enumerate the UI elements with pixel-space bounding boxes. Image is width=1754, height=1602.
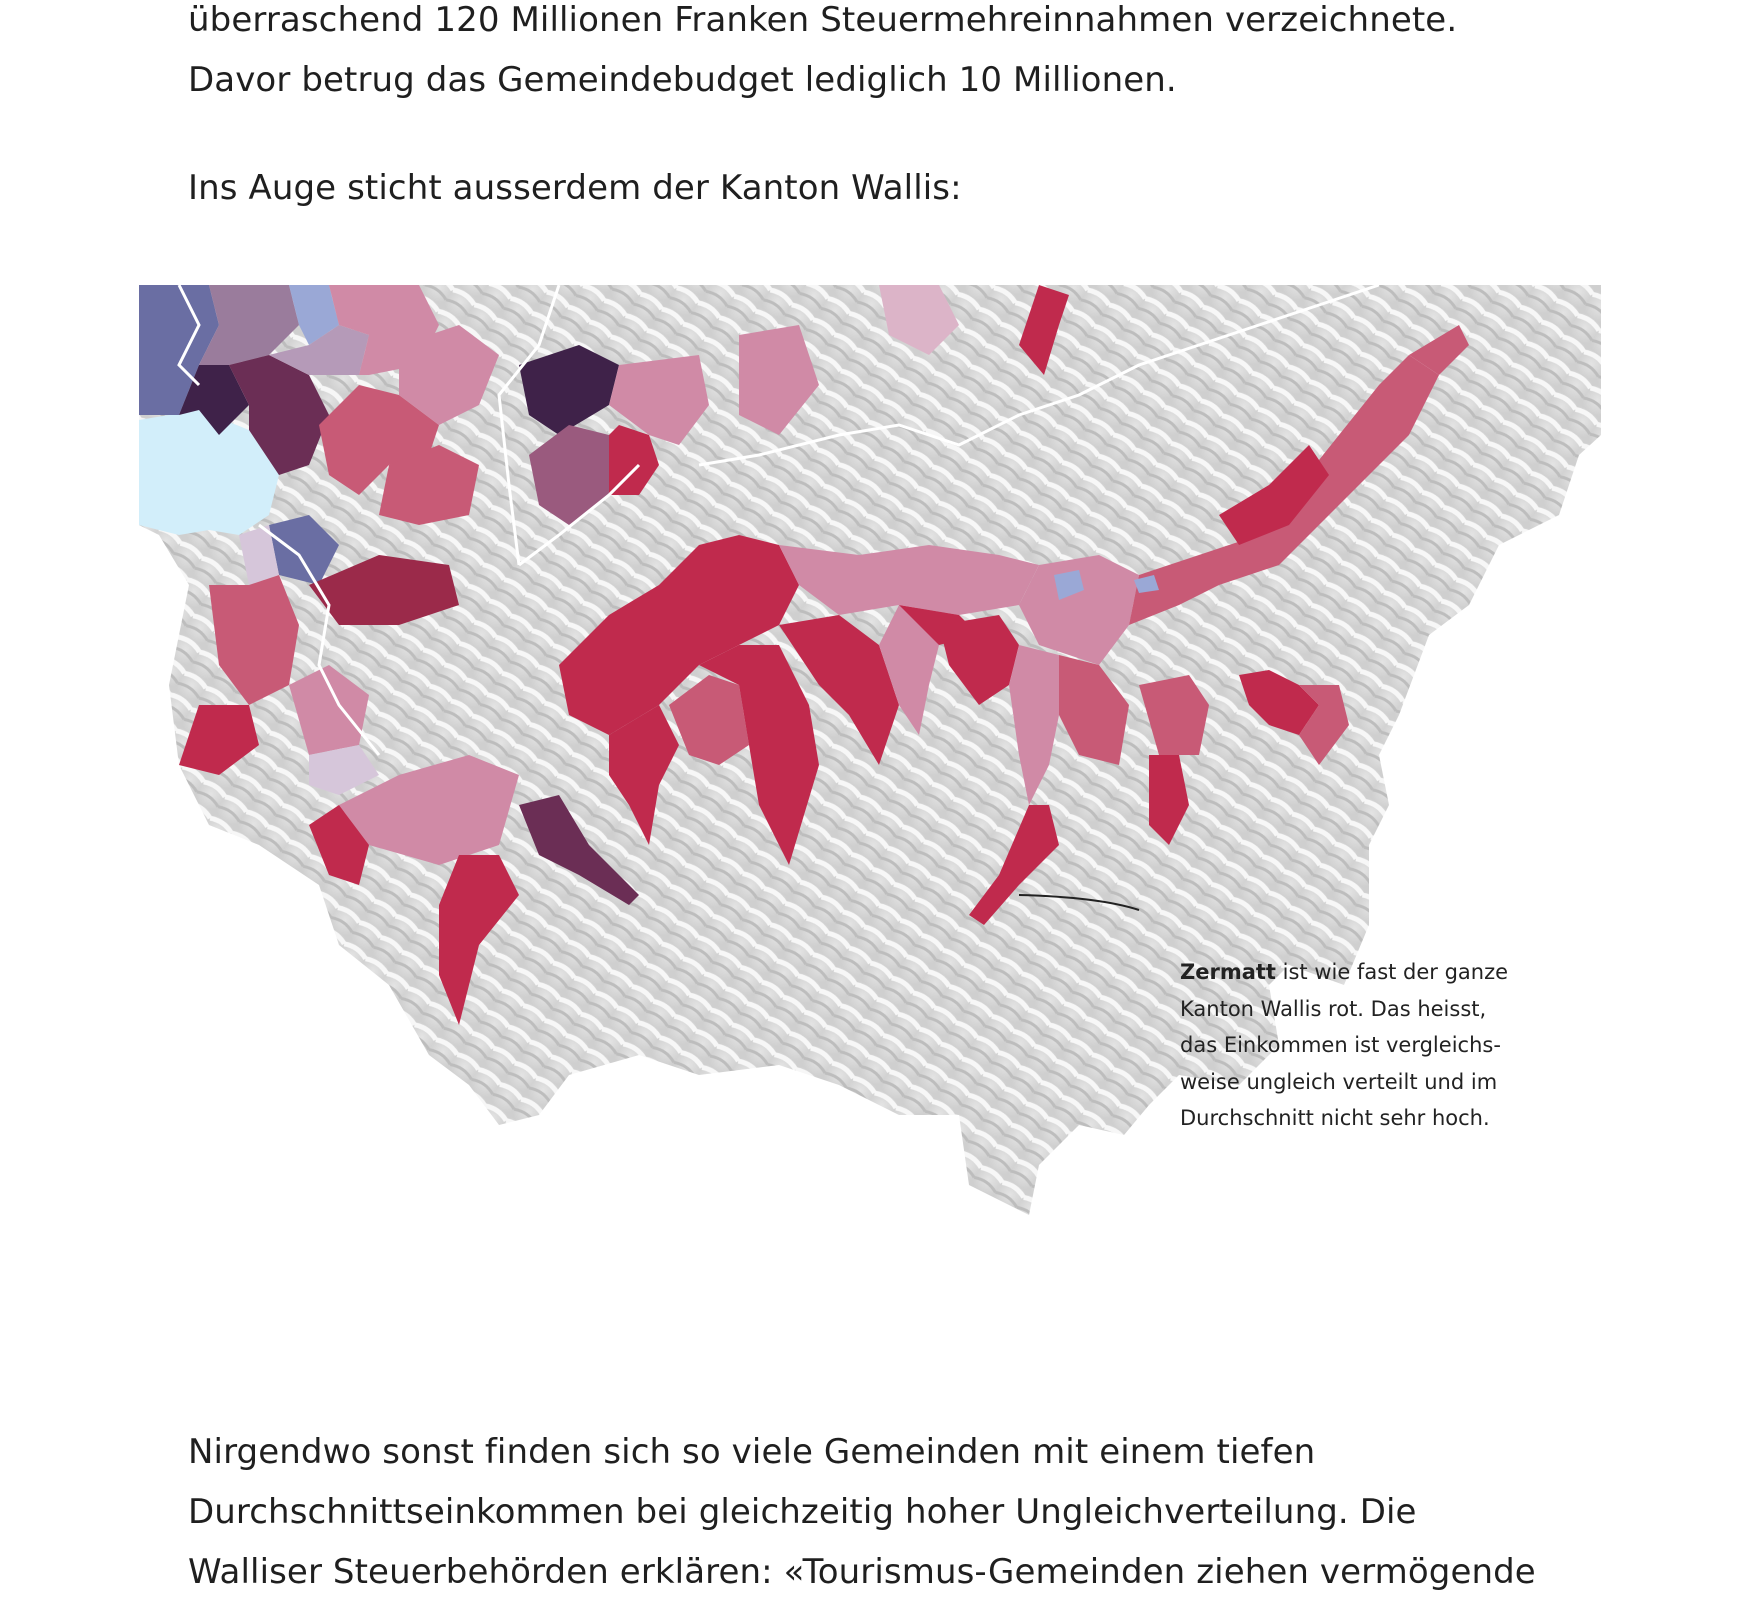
zermatt-annotation (1180, 954, 1520, 1137)
wallis-inequality-map[interactable] (139, 285, 1601, 1225)
annotation-text: Kanton Wallis rot. Das heisst, (1180, 996, 1487, 1021)
article-paragraph-1 (188, 0, 1608, 110)
annotation-text: Durchschnitt nicht sehr hoch. (1180, 1106, 1490, 1130)
article-paragraph-2: Ins Auge sticht ausserdem der Kanton Wallis: (188, 168, 962, 208)
paragraph-line: Walliser Steuerbehörden erklären: «Tourismus-Gemeinden ziehen vermögende (188, 1552, 1536, 1592)
annotation-text: weise ungleich verteilt und im (1180, 1069, 1498, 1094)
annotation-text: das Einkommen ist vergleichs- (1180, 1033, 1501, 1057)
annotation-place: Zermatt (1180, 960, 1276, 984)
paragraph-line: überraschend 120 Millionen Franken Steuermehreinnahmen verzeichnete. (188, 0, 1458, 40)
paragraph-line: Durchschnittseinkommen bei gleichzeitig hoher Ungleichverteilung. Die (188, 1492, 1417, 1532)
paragraph-line: Nirgendwo sonst finden sich so viele Gemeinden mit einem tiefen (188, 1432, 1316, 1472)
annotation-text: ist wie fast der ganze (1275, 960, 1509, 984)
article-paragraph-3 (188, 1422, 1608, 1602)
paragraph-line: Davor betrug das Gemeindebudget lediglich 10 Millionen. (188, 60, 1177, 100)
